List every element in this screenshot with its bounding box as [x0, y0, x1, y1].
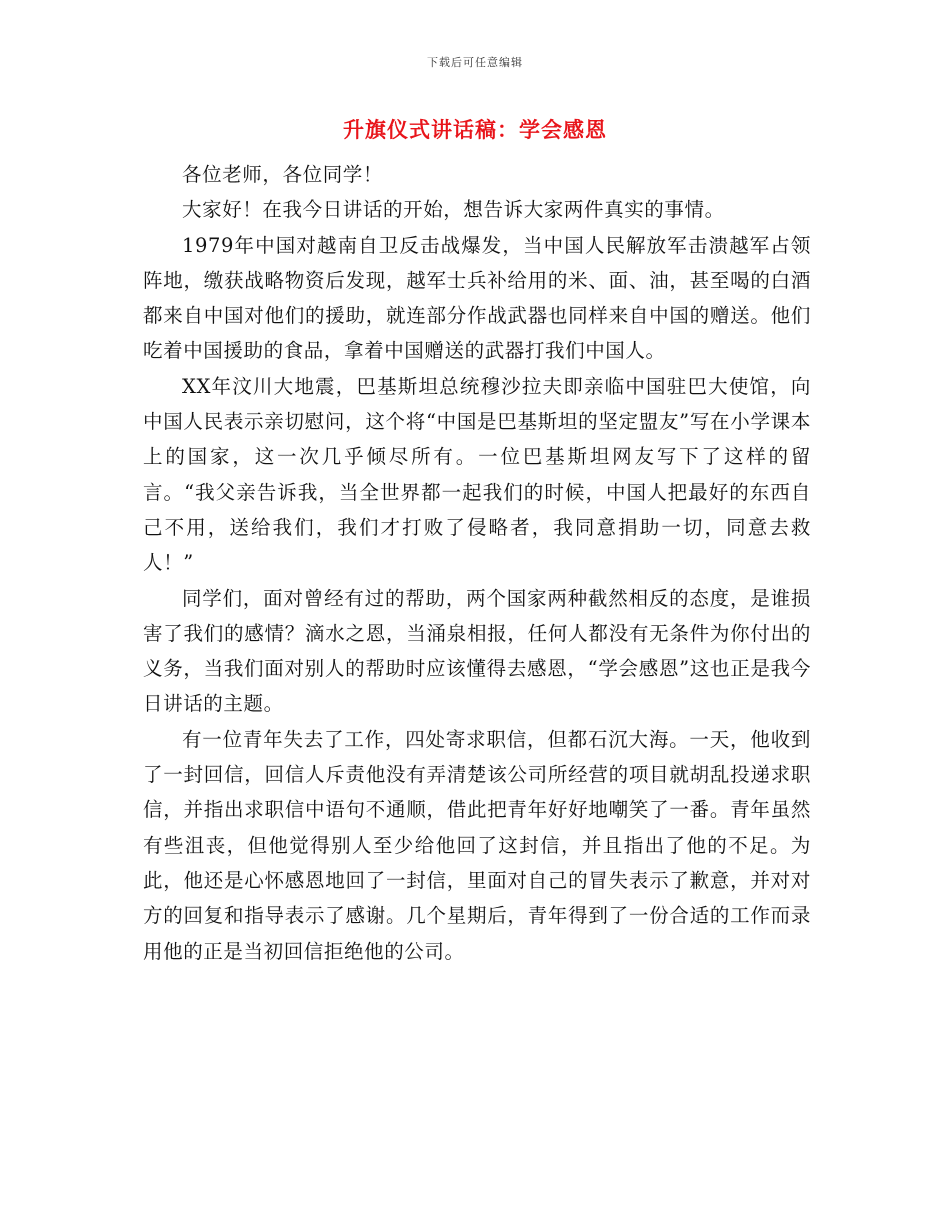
- paragraph-vietnam-war: 1979年中国对越南自卫反击战爆发，当中国人民解放军击溃越军占领阵地，缴获战略物资后发现，越军士兵补给用的米、面、油，甚至喝的白酒都来自中国对他们的援助，就连部分作战武器也同样来自中国的赠送。他们吃着中国援助的食品，拿着中国赠送的武器打我们中国人。: [143, 233, 811, 363]
- paragraph-intro: 大家好！在我今日讲话的开始，想告诉大家两件真实的事情。: [182, 198, 725, 222]
- paragraph-theme: 同学们，面对曾经有过的帮助，两个国家两种截然相反的态度，是谁损害了我们的感情？滴水之恩，当涌泉相报，任何人都没有无条件为你付出的义务，当我们面对别人的帮助时应该懂得去感恩，“学会感恩”这也正是我今日讲话的主题。: [143, 586, 811, 716]
- page-header-note: 下载后可任意编辑: [427, 56, 523, 69]
- document-title: 升旗仪式讲话稿：学会感恩: [343, 117, 607, 142]
- document-body: [143, 157, 811, 969]
- paragraph-wenchuan-earthquake: XX年汶川大地震，巴基斯坦总统穆沙拉夫即亲临中国驻巴大使馆，向中国人民表示亲切慰问，这个将“中国是巴基斯坦的坚定盟友”写在小学课本上的国家，这一次几乎倾尽所有。一位巴基斯坦网友写下了这样的留言。“我父亲告诉我，当全世界都一起我们的时候，中国人把最好的东西自己不用，送给我们，我们才打败了侵略者，我同意捐助一切，同意去救人！”: [143, 374, 811, 575]
- paragraph-greeting: 各位老师，各位同学！: [182, 163, 384, 186]
- paragraph-youth-story: 有一位青年失去了工作，四处寄求职信，但都石沉大海。一天，他收到了一封回信，回信人斥责他没有弄清楚该公司所经营的项目就胡乱投递求职信，并指出求职信中语句不通顺，借此把青年好好地嘲笑了一番。青年虽然有些沮丧，但他觉得别人至少给他回了这封信，并且指出了他的不足。为此，他还是心怀感恩地回了一封信，里面对自己的冒失表示了歉意，并对对方的回复和指导表示了感谢。几个星期后，青年得到了一份合适的工作而录用他的正是当初回信拒绝他的公司。: [143, 727, 811, 963]
